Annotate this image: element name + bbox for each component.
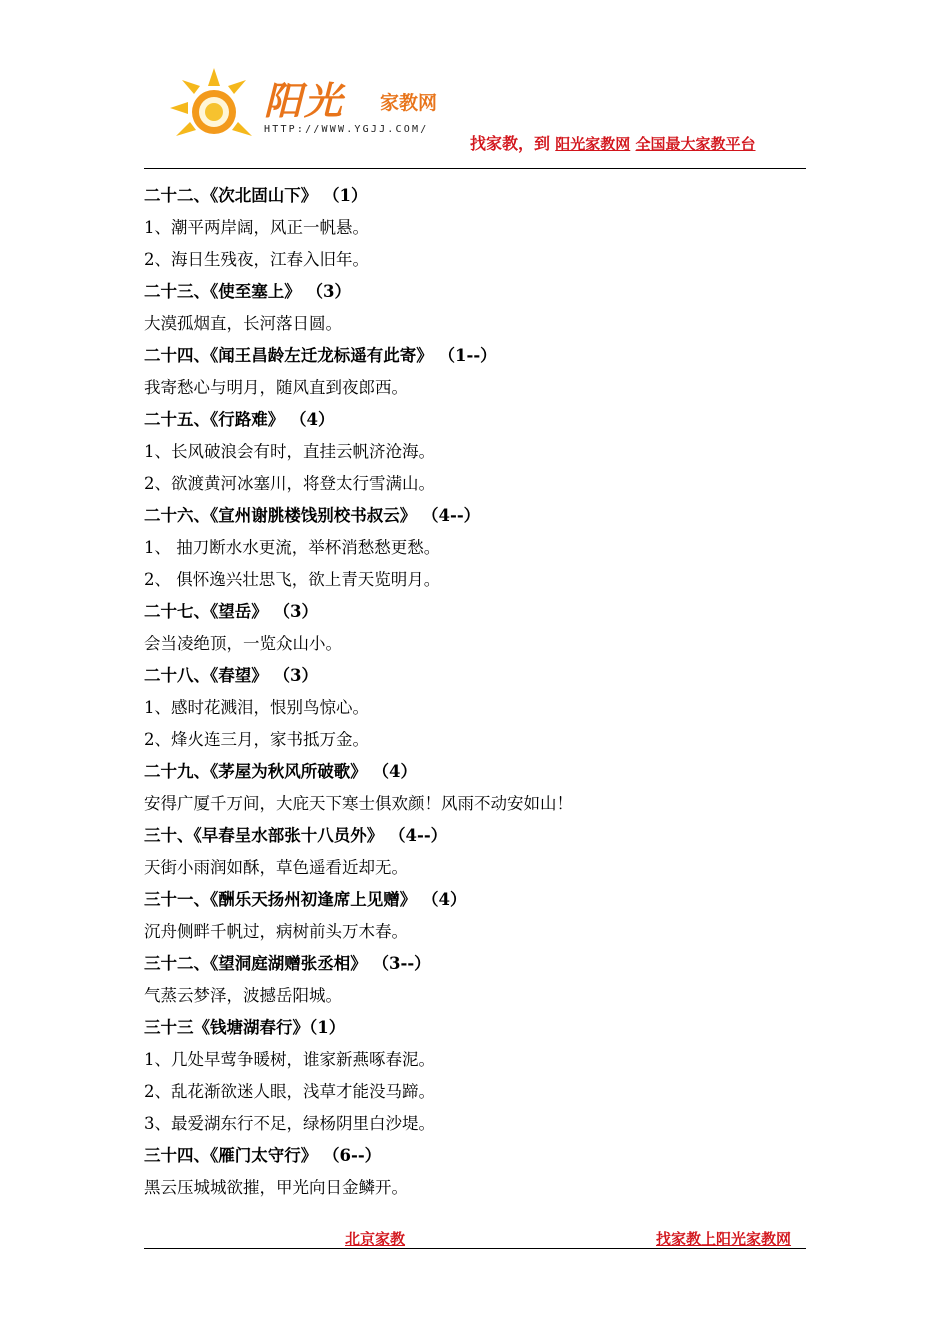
logo-subtitle: 家教网 [380, 92, 438, 114]
poem-title: 二十九、《茅屋为秋风所破歌》 （4） [144, 762, 417, 781]
slogan-text-2[interactable]: 全国最大家教平台 [635, 135, 756, 153]
poem-title: 三十四、《雁门太守行》 （6--） [144, 1146, 382, 1165]
poem-title: 三十、《早春呈水部张十八员外》 （4--） [144, 826, 448, 845]
poem-line: 1、 抽刀断水水更流，举杯消愁愁更愁。 [144, 538, 441, 557]
footer-link-ygjj[interactable]: 找家教上阳光家教网 [656, 1230, 792, 1248]
poem-line: 1、长风破浪会有时，直挂云帆济沧海。 [144, 442, 435, 461]
slogan-text-1: 找家教，到 [470, 134, 551, 153]
poem-line: 3、最爱湖东行不足，绿杨阴里白沙堤。 [144, 1114, 435, 1133]
poem-title: 三十三《钱塘湖春行》（1） [144, 1018, 346, 1037]
logo-url: HTTP://WWW.YGJJ.COM/ [264, 124, 429, 135]
poem-title: 二十四、《闻王昌龄左迁龙标遥有此寄》 （1--） [144, 346, 497, 365]
poem-line: 1、潮平两岸阔，风正一帆悬。 [144, 218, 369, 237]
poem-line: 1、感时花溅泪，恨别鸟惊心。 [144, 698, 369, 717]
poem-list [144, 180, 806, 1204]
logo-name: 阳光 [264, 79, 345, 123]
poem-title: 二十七、《望岳》 （3） [144, 602, 318, 621]
poem-line: 2、 俱怀逸兴壮思飞，欲上青天览明月。 [144, 570, 441, 589]
poem-title: 三十一、《酬乐天扬州初逢席上见赠》 （4） [144, 890, 467, 909]
poem-title: 二十五、《行路难》 （4） [144, 410, 335, 429]
poem-line: 2、欲渡黄河冰塞川，将登太行雪满山。 [144, 474, 435, 493]
footer-link-beijing[interactable]: 北京家教 [345, 1230, 406, 1248]
poem-line: 安得广厦千万间，大庇天下寒士俱欢颜！风雨不动安如山！ [144, 794, 573, 813]
poem-line: 天街小雨润如酥，草色遥看近却无。 [144, 858, 408, 877]
poem-line: 2、乱花渐欲迷人眼，浅草才能没马蹄。 [144, 1082, 435, 1101]
poem-line: 沉舟侧畔千帆过，病树前头万木春。 [144, 922, 408, 941]
header-slogan [470, 131, 756, 154]
poem-title: 二十三、《使至塞上》 （3） [144, 282, 351, 301]
slogan-link[interactable]: 阳光家教网 [555, 135, 631, 153]
footer-right [656, 1228, 791, 1249]
poem-title: 二十六、《宣州谢朓楼饯别校书叔云》 （4--） [144, 506, 481, 525]
poem-title: 二十八、《春望》 （3） [144, 666, 318, 685]
footer-left [345, 1228, 405, 1249]
site-logo[interactable] [168, 66, 468, 146]
poem-line: 大漠孤烟直，长河落日圆。 [144, 314, 342, 333]
poem-line: 黑云压城城欲摧，甲光向日金鳞开。 [144, 1178, 408, 1197]
poem-line: 会当凌绝顶，一览众山小。 [144, 634, 342, 653]
poem-line: 2、海日生残夜，江春入旧年。 [144, 250, 369, 269]
poem-line: 我寄愁心与明月，随风直到夜郎西。 [144, 378, 408, 397]
poem-line: 气蒸云梦泽，波撼岳阳城。 [144, 986, 342, 1005]
sun-logo-icon [168, 66, 260, 146]
poem-line: 2、烽火连三月，家书抵万金。 [144, 730, 369, 749]
poem-title: 二十二、《次北固山下》 （1） [144, 186, 368, 205]
header-divider [144, 168, 806, 169]
poem-line: 1、几处早莺争暖树，谁家新燕啄春泥。 [144, 1050, 435, 1069]
poem-title: 三十二、《望洞庭湖赠张丞相》 （3--） [144, 954, 431, 973]
